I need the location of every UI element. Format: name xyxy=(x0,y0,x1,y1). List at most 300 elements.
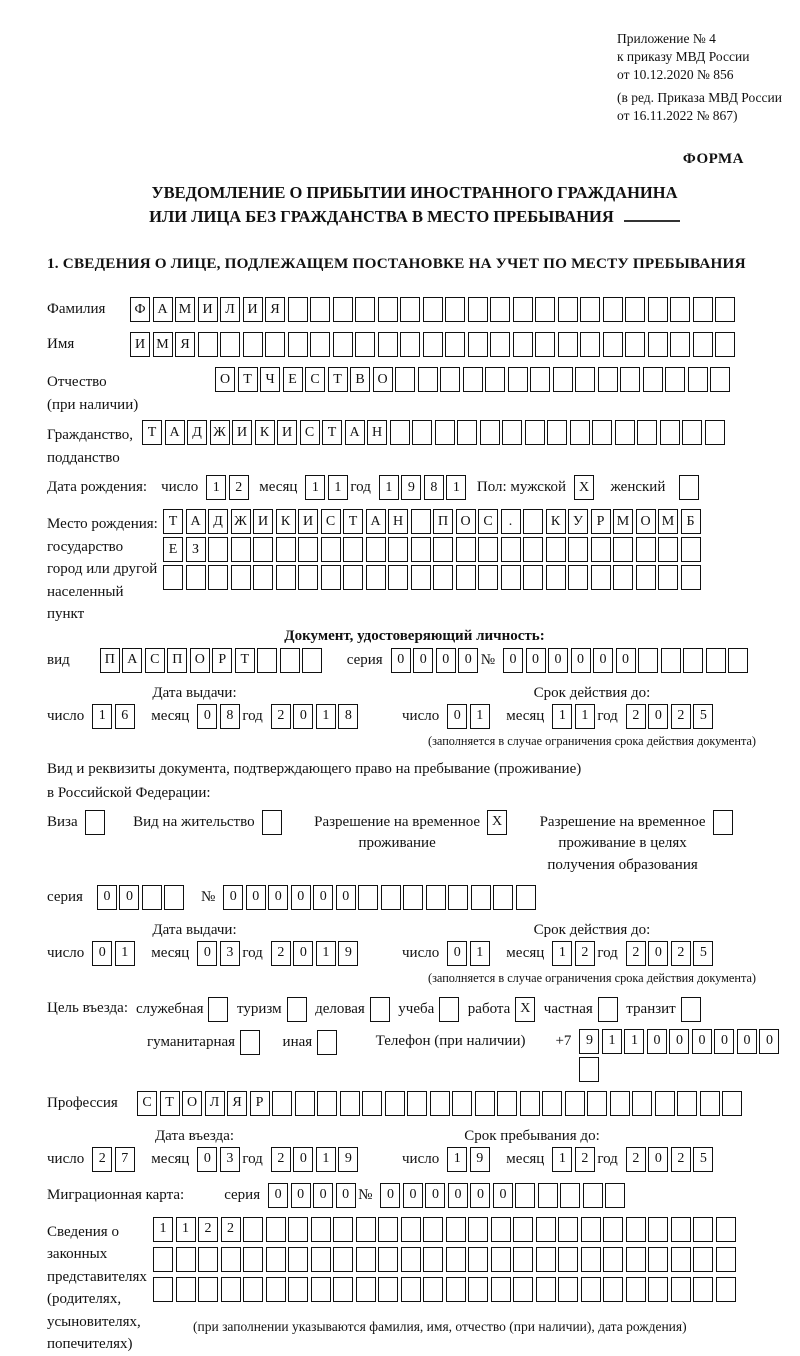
char-cell[interactable]: 0 xyxy=(548,648,568,673)
char-cell[interactable] xyxy=(333,1217,353,1242)
char-cell[interactable] xyxy=(546,565,566,590)
char-cell[interactable]: 2 xyxy=(198,1217,218,1242)
char-cell[interactable]: А xyxy=(165,420,185,445)
char-cell[interactable] xyxy=(311,1217,331,1242)
char-cell[interactable] xyxy=(310,297,330,322)
char-cell[interactable]: 0 xyxy=(669,1029,689,1054)
char-cell[interactable] xyxy=(480,420,500,445)
char-cell[interactable] xyxy=(558,332,578,357)
char-cell[interactable]: Ф xyxy=(130,297,150,322)
char-cell[interactable]: 2 xyxy=(221,1217,241,1242)
char-cell[interactable]: 0 xyxy=(714,1029,734,1054)
char-cell[interactable] xyxy=(516,885,536,910)
char-cell[interactable] xyxy=(568,537,588,562)
char-cell[interactable] xyxy=(266,1217,286,1242)
char-cell[interactable] xyxy=(587,1091,607,1116)
char-cell[interactable]: 9 xyxy=(470,1147,490,1172)
char-cell[interactable] xyxy=(423,1247,443,1272)
char-cell[interactable]: 0 xyxy=(470,1183,490,1208)
char-cell[interactable]: 0 xyxy=(403,1183,423,1208)
char-cell[interactable] xyxy=(693,297,713,322)
char-cell[interactable] xyxy=(513,1277,533,1302)
char-cell[interactable] xyxy=(356,1277,376,1302)
char-cell[interactable]: 0 xyxy=(493,1183,513,1208)
char-cell[interactable] xyxy=(288,1247,308,1272)
char-cell[interactable] xyxy=(317,1091,337,1116)
char-cell[interactable]: Ч xyxy=(260,367,280,392)
char-cell[interactable]: Е xyxy=(163,537,183,562)
char-cell[interactable] xyxy=(298,565,318,590)
char-cell[interactable]: 8 xyxy=(338,704,358,729)
char-cell[interactable] xyxy=(231,565,251,590)
char-cell[interactable] xyxy=(356,1217,376,1242)
char-cell[interactable] xyxy=(358,885,378,910)
char-cell[interactable]: 1 xyxy=(602,1029,622,1054)
char-cell[interactable]: 0 xyxy=(291,1183,311,1208)
char-cell[interactable] xyxy=(468,1277,488,1302)
char-cell[interactable] xyxy=(475,1091,495,1116)
char-cell[interactable]: 8 xyxy=(220,704,240,729)
char-cell[interactable] xyxy=(491,1277,511,1302)
char-cell[interactable] xyxy=(603,297,623,322)
char-cell[interactable] xyxy=(288,297,308,322)
char-cell[interactable] xyxy=(625,297,645,322)
char-cell[interactable] xyxy=(670,297,690,322)
char-cell[interactable] xyxy=(272,1091,292,1116)
char-cell[interactable] xyxy=(253,537,273,562)
char-cell[interactable]: М xyxy=(613,509,633,534)
char-cell[interactable] xyxy=(378,297,398,322)
char-cell[interactable] xyxy=(423,1217,443,1242)
char-cell[interactable] xyxy=(722,1091,742,1116)
char-cell[interactable] xyxy=(411,537,431,562)
char-cell[interactable]: 0 xyxy=(197,1147,217,1172)
char-cell[interactable] xyxy=(536,1277,556,1302)
char-cell[interactable]: 1 xyxy=(305,475,325,500)
char-cell[interactable]: 0 xyxy=(458,648,478,673)
char-cell[interactable]: Я xyxy=(265,297,285,322)
char-cell[interactable] xyxy=(208,565,228,590)
char-cell[interactable] xyxy=(683,648,703,673)
char-cell[interactable] xyxy=(355,332,375,357)
char-cell[interactable]: 0 xyxy=(448,1183,468,1208)
char-cell[interactable] xyxy=(198,1277,218,1302)
char-cell[interactable] xyxy=(266,1247,286,1272)
char-cell[interactable]: 0 xyxy=(648,1147,668,1172)
char-cell[interactable] xyxy=(378,1277,398,1302)
char-cell[interactable] xyxy=(412,420,432,445)
char-cell[interactable] xyxy=(681,565,701,590)
char-cell[interactable] xyxy=(321,537,341,562)
char-cell[interactable] xyxy=(581,1277,601,1302)
char-cell[interactable]: О xyxy=(373,367,393,392)
char-cell[interactable] xyxy=(333,332,353,357)
char-cell[interactable] xyxy=(515,1183,535,1208)
char-cell[interactable] xyxy=(401,1277,421,1302)
char-cell[interactable] xyxy=(333,1247,353,1272)
char-cell[interactable] xyxy=(491,1247,511,1272)
char-cell[interactable] xyxy=(340,1091,360,1116)
char-cell[interactable] xyxy=(430,1091,450,1116)
char-cell[interactable]: И xyxy=(298,509,318,534)
char-cell[interactable] xyxy=(288,332,308,357)
char-cell[interactable]: 0 xyxy=(692,1029,712,1054)
char-cell[interactable]: 0 xyxy=(336,1183,356,1208)
char-cell[interactable] xyxy=(395,367,415,392)
char-cell[interactable]: 8 xyxy=(424,475,444,500)
char-cell[interactable]: X xyxy=(574,475,594,500)
char-cell[interactable]: 0 xyxy=(268,1183,288,1208)
char-cell[interactable] xyxy=(560,1183,580,1208)
char-cell[interactable] xyxy=(491,1217,511,1242)
char-cell[interactable]: 0 xyxy=(293,704,313,729)
char-cell[interactable] xyxy=(638,648,658,673)
char-cell[interactable]: С xyxy=(321,509,341,534)
char-cell[interactable] xyxy=(603,332,623,357)
char-cell[interactable]: Д xyxy=(187,420,207,445)
char-cell[interactable]: З xyxy=(186,537,206,562)
char-cell[interactable]: 2 xyxy=(92,1147,112,1172)
char-cell[interactable]: 6 xyxy=(115,704,135,729)
char-cell[interactable] xyxy=(523,509,543,534)
char-cell[interactable] xyxy=(661,648,681,673)
char-cell[interactable]: 1 xyxy=(552,1147,572,1172)
char-cell[interactable] xyxy=(257,648,277,673)
char-cell[interactable]: Д xyxy=(208,509,228,534)
char-cell[interactable] xyxy=(660,420,680,445)
char-cell[interactable] xyxy=(243,1217,263,1242)
char-cell[interactable] xyxy=(231,537,251,562)
char-cell[interactable] xyxy=(613,565,633,590)
char-cell[interactable]: 1 xyxy=(316,1147,336,1172)
char-cell[interactable]: К xyxy=(276,509,296,534)
char-cell[interactable] xyxy=(546,537,566,562)
char-cell[interactable]: 0 xyxy=(197,941,217,966)
char-cell[interactable]: С xyxy=(145,648,165,673)
char-cell[interactable]: 2 xyxy=(626,941,646,966)
char-cell[interactable]: О xyxy=(190,648,210,673)
char-cell[interactable] xyxy=(613,537,633,562)
char-cell[interactable]: П xyxy=(167,648,187,673)
char-cell[interactable]: 2 xyxy=(575,1147,595,1172)
char-cell[interactable] xyxy=(253,565,273,590)
char-cell[interactable] xyxy=(287,997,307,1022)
char-cell[interactable] xyxy=(513,297,533,322)
char-cell[interactable]: Ж xyxy=(231,509,251,534)
char-cell[interactable] xyxy=(433,537,453,562)
char-cell[interactable] xyxy=(513,332,533,357)
char-cell[interactable] xyxy=(478,565,498,590)
char-cell[interactable] xyxy=(581,1217,601,1242)
char-cell[interactable] xyxy=(478,537,498,562)
char-cell[interactable]: 2 xyxy=(626,1147,646,1172)
char-cell[interactable] xyxy=(221,1247,241,1272)
char-cell[interactable] xyxy=(445,297,465,322)
char-cell[interactable]: 2 xyxy=(271,704,291,729)
char-cell[interactable] xyxy=(502,420,522,445)
char-cell[interactable]: Н xyxy=(367,420,387,445)
char-cell[interactable] xyxy=(198,332,218,357)
char-cell[interactable] xyxy=(445,332,465,357)
char-cell[interactable]: М xyxy=(658,509,678,534)
char-cell[interactable] xyxy=(343,565,363,590)
char-cell[interactable] xyxy=(553,367,573,392)
char-cell[interactable]: 1 xyxy=(470,704,490,729)
char-cell[interactable] xyxy=(262,810,282,835)
char-cell[interactable]: Е xyxy=(283,367,303,392)
char-cell[interactable] xyxy=(198,1247,218,1272)
char-cell[interactable] xyxy=(400,297,420,322)
char-cell[interactable] xyxy=(706,648,726,673)
char-cell[interactable] xyxy=(317,1030,337,1055)
char-cell[interactable]: 0 xyxy=(97,885,117,910)
char-cell[interactable] xyxy=(658,565,678,590)
char-cell[interactable]: М xyxy=(175,297,195,322)
char-cell[interactable] xyxy=(456,565,476,590)
char-cell[interactable] xyxy=(388,565,408,590)
char-cell[interactable] xyxy=(637,420,657,445)
char-cell[interactable] xyxy=(513,1247,533,1272)
char-cell[interactable] xyxy=(671,1277,691,1302)
char-cell[interactable]: 1 xyxy=(470,941,490,966)
char-cell[interactable] xyxy=(423,297,443,322)
char-cell[interactable] xyxy=(378,332,398,357)
char-cell[interactable] xyxy=(603,1277,623,1302)
char-cell[interactable]: И xyxy=(243,297,263,322)
char-cell[interactable] xyxy=(693,332,713,357)
char-cell[interactable]: 0 xyxy=(291,885,311,910)
char-cell[interactable]: 0 xyxy=(197,704,217,729)
char-cell[interactable] xyxy=(186,565,206,590)
char-cell[interactable] xyxy=(525,420,545,445)
char-cell[interactable]: И xyxy=(253,509,273,534)
char-cell[interactable]: 7 xyxy=(115,1147,135,1172)
char-cell[interactable] xyxy=(378,1217,398,1242)
char-cell[interactable] xyxy=(615,420,635,445)
char-cell[interactable] xyxy=(302,648,322,673)
char-cell[interactable]: 0 xyxy=(436,648,456,673)
char-cell[interactable] xyxy=(728,648,748,673)
char-cell[interactable] xyxy=(288,1277,308,1302)
char-cell[interactable] xyxy=(693,1277,713,1302)
char-cell[interactable] xyxy=(677,1091,697,1116)
char-cell[interactable]: Я xyxy=(175,332,195,357)
char-cell[interactable] xyxy=(411,565,431,590)
char-cell[interactable] xyxy=(538,1183,558,1208)
char-cell[interactable] xyxy=(403,885,423,910)
char-cell[interactable] xyxy=(575,367,595,392)
char-cell[interactable] xyxy=(423,1277,443,1302)
char-cell[interactable]: А xyxy=(153,297,173,322)
char-cell[interactable] xyxy=(390,420,410,445)
char-cell[interactable] xyxy=(558,1217,578,1242)
char-cell[interactable] xyxy=(501,537,521,562)
char-cell[interactable] xyxy=(536,1247,556,1272)
char-cell[interactable]: 0 xyxy=(336,885,356,910)
char-cell[interactable] xyxy=(681,997,701,1022)
char-cell[interactable] xyxy=(418,367,438,392)
char-cell[interactable] xyxy=(570,420,590,445)
char-cell[interactable]: О xyxy=(215,367,235,392)
char-cell[interactable]: С xyxy=(300,420,320,445)
char-cell[interactable] xyxy=(446,1277,466,1302)
char-cell[interactable] xyxy=(321,565,341,590)
char-cell[interactable]: 0 xyxy=(92,941,112,966)
char-cell[interactable] xyxy=(671,1247,691,1272)
char-cell[interactable]: Т xyxy=(163,509,183,534)
char-cell[interactable] xyxy=(280,648,300,673)
char-cell[interactable] xyxy=(243,1277,263,1302)
char-cell[interactable]: 9 xyxy=(338,1147,358,1172)
char-cell[interactable] xyxy=(565,1091,585,1116)
char-cell[interactable] xyxy=(581,1247,601,1272)
char-cell[interactable] xyxy=(501,565,521,590)
char-cell[interactable] xyxy=(265,332,285,357)
char-cell[interactable]: К xyxy=(255,420,275,445)
char-cell[interactable] xyxy=(558,1277,578,1302)
char-cell[interactable]: 1 xyxy=(176,1217,196,1242)
char-cell[interactable] xyxy=(490,332,510,357)
char-cell[interactable] xyxy=(716,1277,736,1302)
char-cell[interactable]: 1 xyxy=(115,941,135,966)
char-cell[interactable]: 0 xyxy=(616,648,636,673)
char-cell[interactable] xyxy=(311,1247,331,1272)
char-cell[interactable] xyxy=(400,332,420,357)
char-cell[interactable]: К xyxy=(546,509,566,534)
char-cell[interactable]: О xyxy=(182,1091,202,1116)
char-cell[interactable] xyxy=(713,810,733,835)
char-cell[interactable] xyxy=(710,367,730,392)
char-cell[interactable] xyxy=(547,420,567,445)
char-cell[interactable] xyxy=(493,885,513,910)
char-cell[interactable]: 0 xyxy=(413,648,433,673)
char-cell[interactable]: 0 xyxy=(503,648,523,673)
char-cell[interactable] xyxy=(568,565,588,590)
char-cell[interactable]: 0 xyxy=(293,1147,313,1172)
char-cell[interactable] xyxy=(610,1091,630,1116)
char-cell[interactable] xyxy=(636,537,656,562)
char-cell[interactable] xyxy=(579,1057,599,1082)
char-cell[interactable] xyxy=(715,332,735,357)
char-cell[interactable] xyxy=(452,1091,472,1116)
char-cell[interactable] xyxy=(648,1277,668,1302)
char-cell[interactable]: Т xyxy=(238,367,258,392)
char-cell[interactable]: А xyxy=(345,420,365,445)
char-cell[interactable] xyxy=(153,1247,173,1272)
char-cell[interactable] xyxy=(598,997,618,1022)
char-cell[interactable]: 0 xyxy=(313,885,333,910)
char-cell[interactable] xyxy=(591,565,611,590)
char-cell[interactable] xyxy=(626,1217,646,1242)
char-cell[interactable]: 2 xyxy=(271,941,291,966)
char-cell[interactable]: И xyxy=(198,297,218,322)
char-cell[interactable]: 2 xyxy=(671,1147,691,1172)
char-cell[interactable] xyxy=(310,332,330,357)
char-cell[interactable]: 1 xyxy=(153,1217,173,1242)
char-cell[interactable] xyxy=(705,420,725,445)
char-cell[interactable]: Л xyxy=(220,297,240,322)
char-cell[interactable]: 2 xyxy=(671,941,691,966)
char-cell[interactable]: Т xyxy=(160,1091,180,1116)
char-cell[interactable]: 0 xyxy=(119,885,139,910)
char-cell[interactable]: О xyxy=(636,509,656,534)
char-cell[interactable]: 0 xyxy=(313,1183,333,1208)
char-cell[interactable] xyxy=(682,420,702,445)
char-cell[interactable] xyxy=(448,885,468,910)
char-cell[interactable] xyxy=(632,1091,652,1116)
char-cell[interactable] xyxy=(535,332,555,357)
char-cell[interactable] xyxy=(433,565,453,590)
char-cell[interactable] xyxy=(276,537,296,562)
char-cell[interactable]: Р xyxy=(250,1091,270,1116)
char-cell[interactable] xyxy=(580,332,600,357)
char-cell[interactable] xyxy=(164,885,184,910)
char-cell[interactable] xyxy=(440,367,460,392)
char-cell[interactable] xyxy=(591,537,611,562)
char-cell[interactable]: 5 xyxy=(693,941,713,966)
char-cell[interactable]: Т xyxy=(142,420,162,445)
char-cell[interactable]: Б xyxy=(681,509,701,534)
char-cell[interactable] xyxy=(366,565,386,590)
char-cell[interactable] xyxy=(643,367,663,392)
char-cell[interactable] xyxy=(681,537,701,562)
char-cell[interactable]: 2 xyxy=(229,475,249,500)
char-cell[interactable] xyxy=(508,367,528,392)
char-cell[interactable] xyxy=(153,1277,173,1302)
char-cell[interactable] xyxy=(490,297,510,322)
char-cell[interactable] xyxy=(333,1277,353,1302)
char-cell[interactable] xyxy=(356,1247,376,1272)
char-cell[interactable] xyxy=(446,1247,466,1272)
char-cell[interactable]: 0 xyxy=(593,648,613,673)
char-cell[interactable]: 9 xyxy=(579,1029,599,1054)
char-cell[interactable] xyxy=(221,1277,241,1302)
char-cell[interactable] xyxy=(485,367,505,392)
char-cell[interactable] xyxy=(208,997,228,1022)
char-cell[interactable]: 0 xyxy=(268,885,288,910)
char-cell[interactable]: 0 xyxy=(447,704,467,729)
char-cell[interactable]: Т xyxy=(322,420,342,445)
char-cell[interactable]: 0 xyxy=(759,1029,779,1054)
char-cell[interactable] xyxy=(385,1091,405,1116)
char-cell[interactable] xyxy=(648,332,668,357)
char-cell[interactable]: У xyxy=(568,509,588,534)
char-cell[interactable]: О xyxy=(456,509,476,534)
char-cell[interactable]: 2 xyxy=(271,1147,291,1172)
char-cell[interactable] xyxy=(580,297,600,322)
char-cell[interactable]: Н xyxy=(388,509,408,534)
char-cell[interactable] xyxy=(176,1277,196,1302)
char-cell[interactable]: 2 xyxy=(575,941,595,966)
char-cell[interactable]: 9 xyxy=(338,941,358,966)
char-cell[interactable]: 1 xyxy=(575,704,595,729)
char-cell[interactable] xyxy=(605,1183,625,1208)
char-cell[interactable]: А xyxy=(122,648,142,673)
char-cell[interactable] xyxy=(497,1091,517,1116)
char-cell[interactable]: 0 xyxy=(293,941,313,966)
char-cell[interactable]: 1 xyxy=(624,1029,644,1054)
char-cell[interactable]: 0 xyxy=(737,1029,757,1054)
char-cell[interactable]: Т xyxy=(328,367,348,392)
char-cell[interactable] xyxy=(603,1247,623,1272)
char-cell[interactable] xyxy=(163,565,183,590)
char-cell[interactable] xyxy=(298,537,318,562)
char-cell[interactable]: 0 xyxy=(223,885,243,910)
char-cell[interactable] xyxy=(311,1277,331,1302)
char-cell[interactable] xyxy=(523,537,543,562)
char-cell[interactable] xyxy=(648,1217,668,1242)
char-cell[interactable]: 0 xyxy=(648,704,668,729)
